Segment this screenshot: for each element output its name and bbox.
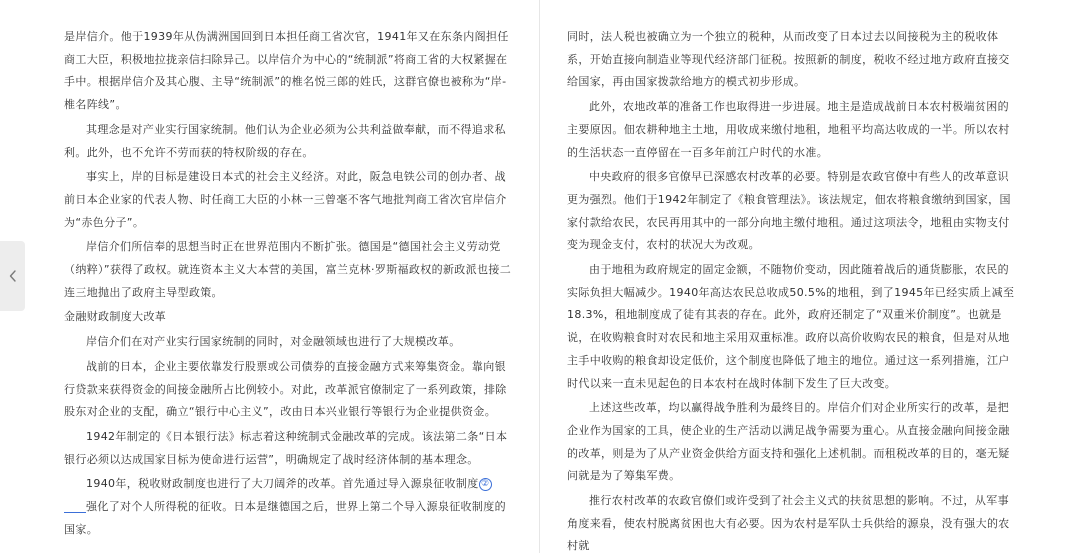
footnote-underline: [64, 512, 86, 513]
paragraph-text: 1940年，税收财政制度也进行了大刀阔斧的改革。首先通过导入源泉征收制度: [86, 477, 479, 491]
paragraph: 岸信介们在对产业实行国家统制的同时，对金融领域也进行了大规模改革。: [86, 335, 461, 349]
paragraph: 上述这些改革，均以赢得战争胜利为最终目的。岸信介们对企业所实行的改革，是把企业作为国家的工具，使企业的生产活动以满足战争需要为重心。从直接金融向间接金融的改革，则是为了从产业资金供给方面支持和强化上述机制。而租税改革的目的，毫无疑问就是为了筹集军费。: [567, 401, 1010, 483]
previous-page-button[interactable]: [0, 241, 25, 311]
left-page: [64, 26, 513, 543]
paragraph: 事实上，岸的目标是建设日本式的社会主义经济。对此，阪急电铁公司的创办者、战前日本企业家的代表人物、时任商工大臣的小林一三曾毫不客气地批判商工省次官岸信介为“赤色分子”。: [64, 170, 507, 229]
paragraph: 其理念是对产业实行国家统制。他们认为企业必须为公共利益做奉献，而不得追求私利。此外，也不允许不劳而获的特权阶级的存在。: [64, 122, 506, 159]
paragraph: 中央政府的很多官僚早已深感农村改革的必要。特别是农政官僚中有些人的改革意识更为强烈。他们于1942年制定了《粮食管理法》。该法规定，佃农将粮食缴纳到国家，国家付款给农民，农民再用其中的一部分向地主缴付地租。通过这项法令，地租由实物支付变为现金支付，农村的状况大为改观。: [567, 170, 1011, 252]
paragraph: 1942年制定的《日本银行法》标志着这种统制式金融改革的完成。该法第二条“日本银行必须以达成国家目标为使命进行运营”，明确规定了战时经济体制的基本理念。: [64, 429, 508, 466]
paragraph: 战前的日本，企业主要依靠发行股票或公司债券的直接金融方式来筹集资金。靠向银行贷款来获得资金的间接金融所占比例较小。对此，改革派官僚制定了一系列政策，排除股东对企业的支配，确立“银行中心主义”，改由日本兴业银行等银行为企业提供资金。: [64, 359, 507, 419]
paragraph: 由于地租为政府规定的固定金额，不随物价变动，因此随着战后的通货膨胀，农民的实际负担大幅减少。1940年高达农民总收成50.5%的地租，到了1945年已经实质上减至18.3%，租地制度成了徒有其表的存在。此外，政府还制定了“双重米价制度”。也就是说，在收购粮食时对农民和地主采用双重标准。政府以高价收购农民的粮食，但是对从地主手中收购的粮食却设定低价，这个制度也降低了地主的地位。通过这一系列措施，江户时代以来一直未见起色的日本农村在战时体制下发生了巨大改变。: [567, 263, 1015, 390]
page-divider: [539, 0, 540, 553]
paragraph: 是岸信介。他于1939年从伪满洲国回到日本担任商工省次官，1941年又在东条内阁担任商工大臣，积极地拉拢亲信扫除异己。以岸信介为中心的“统制派”将商工省的大权紧握在手中。根据岸信介及其心腹、主导“统制派”的椎名悦三郎的姓氏，这群官僚也被称为“岸-椎名阵线”。: [64, 30, 509, 112]
footnote-marker[interactable]: ②: [479, 478, 492, 491]
paragraph-text: 强化了对个人所得税的征收。日本是继德国之后，世界上第二个导入源泉征收制度的国家。: [64, 500, 506, 536]
right-page: [567, 26, 1016, 553]
paragraph: [64, 473, 513, 541]
paragraph: 推行农村改革的农政官僚们或许受到了社会主义式的扶贫思想的影响。不过，从军事角度来看，使农村脱离贫困也大有必要。因为农村是军队士兵供给的源泉，没有强大的农村就: [567, 494, 1010, 553]
chevron-left-icon: [9, 270, 17, 282]
paragraph: 同时，法人税也被确立为一个独立的税种，从而改变了日本过去以间接税为主的税收体系，开始直接向制造业等现代经济部门征税。按照新的制度，税收不经过地方政府直接交给国家，再由国家拨款给地方的模式初步形成。: [567, 30, 1010, 89]
paragraph: 岸信介们所信奉的思想当时正在世界范围内不断扩张。德国是“德国社会主义劳动党（纳粹）”获得了政权。就连资本主义大本营的美国，富兰克林·罗斯福政权的新政派也接二连三地抛出了政府主导型政策。: [64, 240, 512, 299]
paragraph: 此外，农地改革的准备工作也取得进一步进展。地主是造成战前日本农村极端贫困的主要原因。佃农耕种地主土地，用收成来缴付地租，地租平均高达收成的一半。所以农村的生活状态一直停留在一百多年前江户时代的水准。: [567, 100, 1010, 159]
section-heading: 金融财政制度大改革: [64, 310, 167, 324]
